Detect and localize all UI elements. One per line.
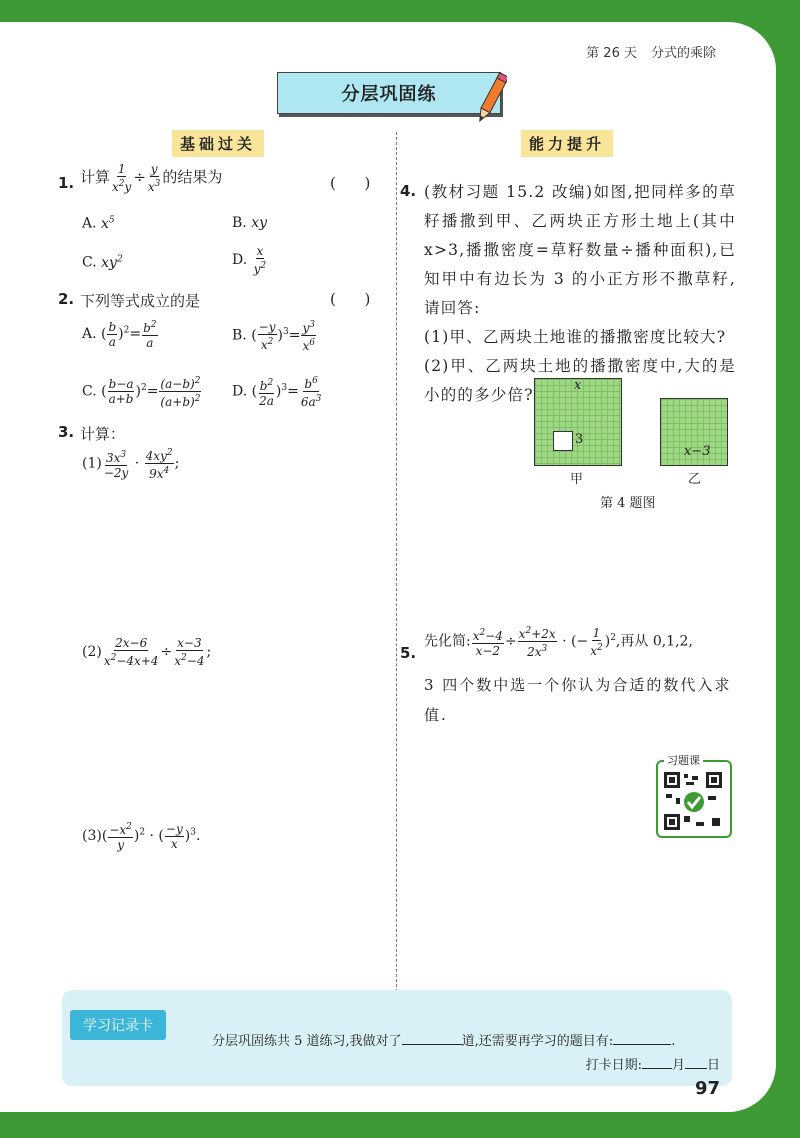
q2-number: 2.: [58, 290, 75, 308]
q5-expression: 先化简: $\frac{x^2-4}{x-2}$ ÷ $\frac{x^2+2x}{2x^3}$ · (− $\frac{1}{x^2}$ )$^2$,再从 0,1,2,: [424, 625, 693, 659]
day-blank[interactable]: [685, 1068, 707, 1069]
fig-label-jia: 甲: [570, 472, 584, 487]
page: [0, 22, 776, 1112]
q1-stem: 计算 $\frac{1}{x^2y}$ ÷ $\frac{y}{x^3}$ 的结果为: [80, 162, 223, 194]
q4-sub2: (2)甲、乙两块土地的播撒密度中,大的是小的的多少倍?: [424, 357, 736, 404]
column-divider: [396, 132, 397, 1002]
q5-rest: 3 四个数中选一个你认为合适的数代入求值.: [424, 676, 732, 724]
q2-option-a: A. ( $\frac{b}{a}$ )$^2$= $\frac{b^2}{a}$: [82, 319, 157, 350]
review-items-blank[interactable]: [613, 1044, 671, 1045]
q3-number: 3.: [58, 423, 75, 441]
q2-answer-paren: ( ): [330, 290, 371, 308]
page-number: 97: [694, 1078, 720, 1099]
correct-count-blank[interactable]: [402, 1044, 462, 1045]
unsown-square: [553, 431, 573, 451]
q1-number: 1.: [58, 174, 75, 192]
q2-option-c: C. ( $\frac{b-a}{a+b}$ )$^2$= $\frac{(a-b)^2}{(a+b)^2}$: [82, 376, 201, 409]
qr-code[interactable]: [656, 754, 732, 838]
pencil-icon: [477, 68, 507, 128]
q5-number: 5.: [400, 644, 417, 662]
fig-label-3: 3: [575, 432, 584, 447]
month-blank[interactable]: [642, 1068, 672, 1069]
q2-option-b: B. ( $\frac{-y}{x^2}$ )$^3$= $\frac{y^3}{x^6}$: [232, 319, 315, 353]
record-line1: 分层巩固练共 5 道练习,我做对了 道,还需要再学习的题目有: .: [212, 1034, 676, 1049]
header-topic: 分式的乘除: [650, 46, 716, 61]
fig-label-x: x: [574, 378, 582, 393]
q1-option-a: A. $x^5$: [82, 215, 115, 232]
fig-caption: 第 4 题图: [600, 496, 656, 511]
q4-text: (教材习题 15.2 改编)如图,把同样多的草籽播撒到甲、乙两块正方形土地上(其中 x>3,播撒密度=草籽数量÷播种面积),已知甲中有边长为 3 的小正方形不撒草籽,请回答:: [424, 183, 736, 317]
qr-icon: [662, 770, 724, 832]
q1-answer-paren: ( ): [330, 174, 371, 192]
q3-part2: (2) $\frac{2x-6}{x^2-4x+4}$ ÷ $\frac{x-3}{x^2-4}$ ;: [82, 636, 212, 668]
q1-option-b: B. xy: [232, 215, 268, 231]
page-header: [586, 42, 716, 61]
record-line2: 打卡日期: 月 日: [585, 1058, 720, 1073]
q2-option-d: D. ( $\frac{b^2}{2a}$ )$^3$= $\frac{b^6}{6a^3}$: [232, 376, 322, 409]
q1-option-d: D. $\frac{x}{y^2}$: [232, 244, 267, 276]
header-day: 第 26 天: [586, 46, 637, 61]
q4-body: [424, 178, 736, 410]
q3-part3: (3)( $\frac{-x^2}{y}$ )$^2$ · ( $\frac{-y}{x}$ )$^3$.: [82, 821, 201, 852]
q4-sub1: (1)甲、乙两块土地谁的播撒密度比较大?: [424, 328, 727, 346]
q3-stem: 计算：: [80, 425, 126, 443]
q3-part1: (1) $\frac{3x^3}{-2y}$ · $\frac{4xy^2}{9x^4}$ ;: [82, 448, 180, 481]
q4-number: 4.: [400, 182, 417, 200]
fig-label-x-minus-3: x−3: [684, 444, 711, 459]
q1-option-c: C. $xy^2$: [82, 254, 123, 271]
section-advanced: 能力提升: [521, 130, 613, 157]
qr-caption: 习题课: [664, 752, 703, 768]
section-basic: 基础过关: [172, 130, 264, 157]
banner-title: 分层巩固练: [277, 72, 501, 114]
record-tag: 学习记录卡: [70, 1010, 166, 1040]
q2-stem: 下列等式成立的是: [80, 292, 201, 310]
fig-label-yi: 乙: [688, 472, 702, 487]
study-record-card: [62, 990, 732, 1086]
